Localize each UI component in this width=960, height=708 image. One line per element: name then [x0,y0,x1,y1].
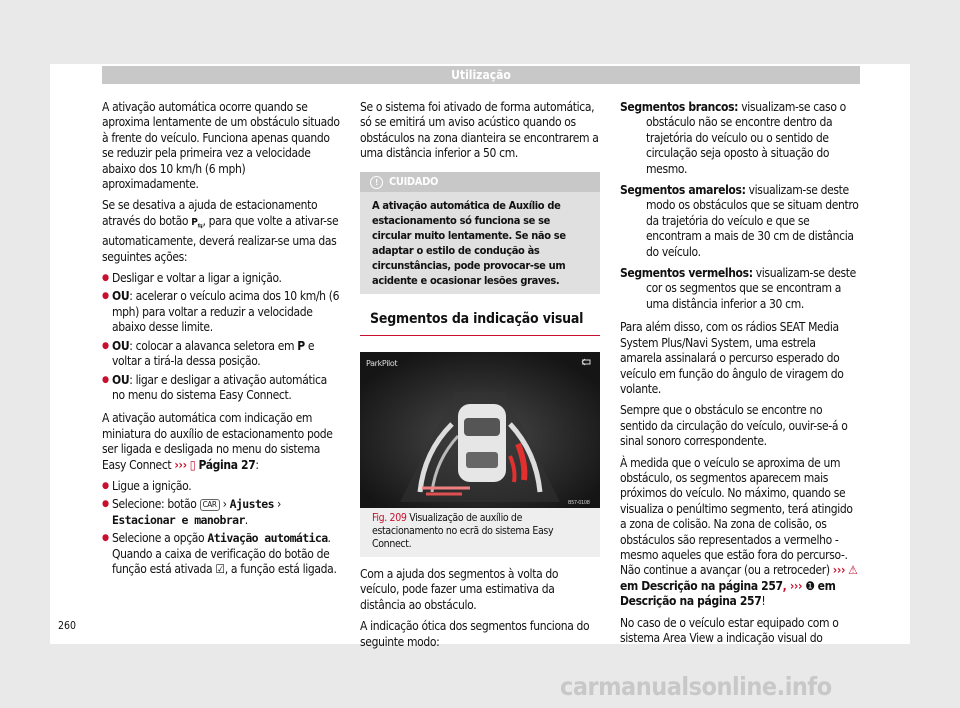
menu-arrow: › [222,497,227,512]
caution-text: A ativação automática de Auxílio de estacionamento só funciona se se circular muito lentamente. Se não se adaptar o estilo de condução às circunstâncias, pode provocar-se um acidente e ocasionar lesões graves. [372,198,566,287]
car-windshield [464,418,500,436]
parkpilot-illustration [360,352,600,508]
bullet-text: : acelerar o veículo acima dos 10 km/h (6 mph) para voltar a reduzir a velocidade abaixo desse limite. [112,289,340,335]
page-reference-link[interactable]: Página 27 [198,457,256,472]
paragraph-yellow-star: Para além disso, com os rádios SEAT Media System Plus/Navi System, uma estrela amarela assinalará o percurso esperado do veículo em função do ângulo de viragem do volante. [620,320,844,396]
caution-box [360,172,600,294]
menu-arrow: › [277,497,281,512]
step-text: , a função está ligada. [224,561,337,576]
parking-button-icon: $P_⇆$ [191,216,203,230]
paragraph-activation: A ativação automática ocorre quando se aproxima lentamente de um obstáculo situado à frente do veículo. Funciona apenas quando se reduzir pela primeira vez a velocidade abaixo dos 10 km/h (6 mph) aproximadamente. [102,100,340,192]
attention-circle-icon: ❶ [805,578,815,593]
gear-p-label: P [297,338,305,353]
bullet-selector-lever [102,339,342,370]
section-divider [360,335,600,336]
step-text: Selecione a opção [112,531,205,546]
menu-item-parking: Estacionar e manobrar [112,512,245,527]
book-icon: ▯ [189,457,196,472]
paragraph-segments-help: Com a ajuda dos segmentos à volta do veículo, pode fazer uma estimativa da distância ao obstáculo. [360,567,559,612]
column-2 [360,100,600,656]
car-button-icon: CAR [200,499,220,511]
figure-caption [360,508,600,557]
paragraph-optical-indication: A indicação ótica dos segmentos funciona do seguinte modo: [360,619,590,649]
screen-title: ParkPilot [366,359,398,369]
punctuation: : [255,457,259,472]
miniature-text: A ativação automática com indicação em miniatura do auxílio de estacionamento pode ser ligada e desligada no menu do sistema Easy Connect [102,411,333,472]
bullet-ignition [102,271,342,286]
page-number: 260 [58,620,77,632]
definition-text: visualizam-se deste cor os segmentos que se encontram a uma distância inferior a 30 cm. [646,266,856,311]
step-select-menu [102,497,342,528]
figure-code: B57-0108 [568,500,590,507]
or-label: OU [112,372,130,387]
bullet-text: : colocar a alavanca seletora em [129,338,298,353]
step-text: Ligue a ignição. [112,478,192,493]
cross-reference-arrows: ››› [832,563,846,578]
car-icon [458,404,506,482]
paragraph-collision-zone [620,456,860,610]
caution-title: CUIDADO [389,174,439,188]
definition-text: visualizam-se deste modo os obstáculos que se situam dentro da trajetória do veículo e que se encontram a mais de 30 cm de distância do veículo. [646,183,859,259]
deactivation-text-a: Se se desativa a ajuda de estacionamento através do botão [102,198,318,228]
bullet-text: Desligar e voltar a ligar a ignição. [112,271,282,286]
menu-item-settings: Ajustes [229,497,274,512]
definition-white-segments [620,100,860,177]
or-label: OU [112,289,130,304]
page-reference-link[interactable]: em Descrição na página 257 [620,578,783,593]
info-circle-icon: ! [370,176,383,189]
paragraph-deactivation [102,198,342,265]
definition-term: Segmentos brancos: [620,100,739,114]
collision-text: À medida que o veículo se aproxima de um obstáculo, os segmentos aparecem mais próximos do veículo. No máximo, quando se visualiza o penúltimo segmento, terá atingido a zona de colisão. Na zona de colisão, os obstáculos são representados a vermelho - mesmo aqueles que estão fora do percurso-. Não continue a avançar (ou a retroceder) [620,455,853,578]
caution-header [360,172,600,192]
option-automatic-activation: Ativação automática [207,531,328,546]
definition-term: Segmentos amarelos: [620,183,746,198]
definition-yellow-segments [620,183,860,260]
figure-caption-text: Visualização de auxílio de estacionamento no ecrã do sistema Easy Connect. [372,512,554,551]
page-reference-link[interactable]: em Descrição na página 257 [620,578,836,609]
deactivation-text-b: , para que volte a ativar-se automaticamente, deverá realizar-se uma das seguintes ações: [102,213,339,264]
paragraph-area-view: No caso de o veículo estar equipado com o sistema Area View a indicação visual do [620,615,839,645]
figure-number: Fig. 209 [372,512,407,525]
column-3 [620,100,860,652]
definition-term: Segmentos vermelhos: [620,266,753,281]
page-header [102,66,860,84]
step-text: . Quando a caixa de verificação do botão de função está ativada [112,531,331,576]
bullet-easy-connect [102,373,342,404]
punctuation: ! [761,594,766,609]
car-rear-window [466,452,498,468]
warning-triangle-icon: ⚠ [848,563,858,578]
bullet-text: : ligar e desligar a ativação automática no menu do sistema Easy Connect. [112,372,327,402]
paragraph-miniature [102,411,342,473]
checkbox-checked-icon: ☑ [215,561,225,576]
paragraph-sound-signal: Sempre que o obstáculo se encontre no sentido da circulação do veículo, ouvir-se-á o sinal sonoro correspondente. [620,403,848,449]
step-text: Selecione: botão [112,497,197,512]
or-label: OU [112,338,130,353]
step-automatic-activation [102,531,342,577]
step-ignition [102,479,342,494]
cross-reference-arrows: ››› [174,457,187,472]
section-title: Segmentos da indicação visual [370,310,584,327]
header-title: Utilização [451,68,511,82]
watermark: carmanualsonline.info [560,672,832,701]
bullet-text: e voltar a tirá-la dessa posição. [112,338,315,369]
parkpilot-screen [360,352,600,508]
column-1 [102,100,342,580]
definition-text: visualizam-se caso o obstáculo não se encontre dentro da trajetória do veículo ou o sentido de circulação seja oposto à situação do mesmo. [646,100,846,176]
paragraph-acoustic-warning: Se o sistema foi ativado de forma automática, só se emitirá um aviso acústico quando os obstáculos na zona dianteira se encontrarem a uma distância inferior a 50 cm. [360,100,599,161]
figure-209 [360,352,600,557]
punctuation: . [244,512,248,527]
bullet-accelerate [102,289,342,335]
cross-reference-arrows: , ››› [782,578,803,593]
definition-red-segments [620,266,860,312]
